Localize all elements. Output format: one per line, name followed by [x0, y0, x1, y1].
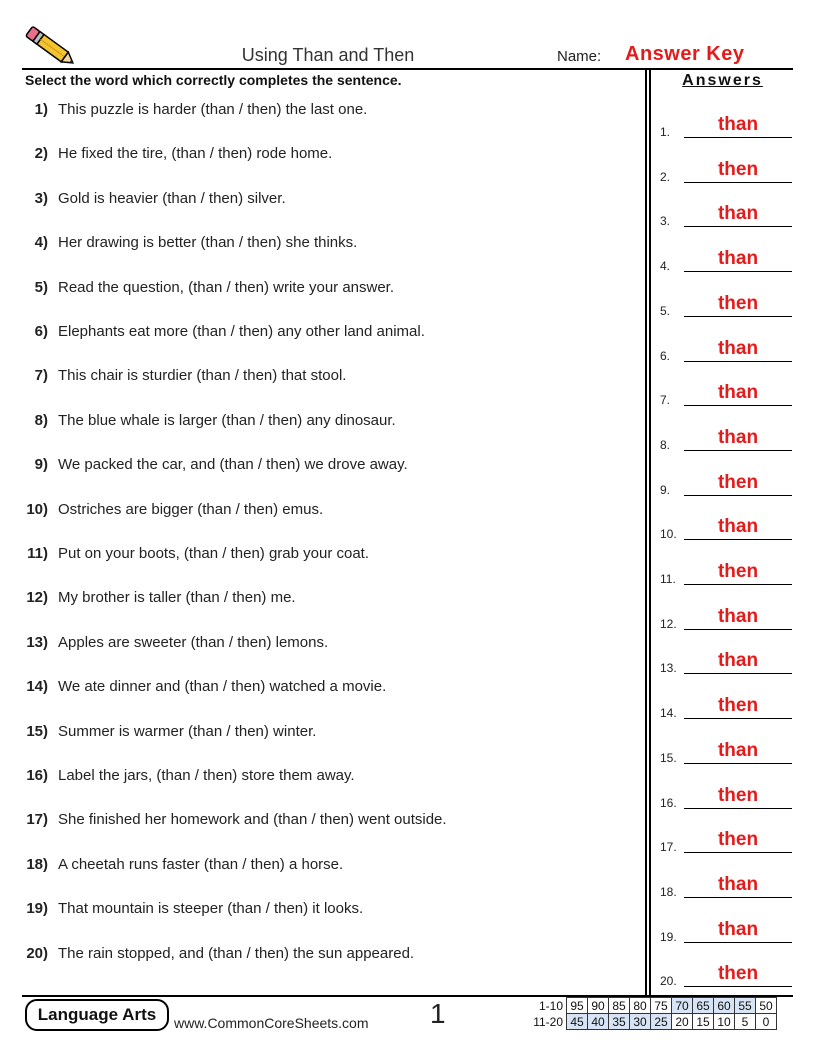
- question-number: 3): [34, 189, 48, 207]
- answer-number: 3.: [660, 214, 671, 229]
- answer-item: [660, 690, 795, 720]
- question-text: The blue whale is larger (than / then) any dinosaur.: [58, 411, 396, 429]
- answers-heading: Answers: [682, 72, 763, 89]
- score-row: [527, 998, 777, 1014]
- score-cell: 95: [567, 998, 588, 1014]
- answer-line: [684, 673, 792, 674]
- answer-line: [684, 718, 792, 719]
- answer-key-label: Answer Key: [625, 43, 745, 65]
- answer-number: 17.: [660, 840, 677, 855]
- website-url: www.CommonCoreSheets.com: [174, 1015, 369, 1031]
- answer-line: [684, 137, 792, 138]
- question-text: Her drawing is better (than / then) she thinks.: [58, 234, 358, 252]
- answer-number: 11.: [660, 572, 676, 586]
- question-number: 18): [26, 855, 48, 873]
- answer-item: [660, 198, 795, 228]
- answer-value: than: [717, 426, 759, 448]
- question-text: A cheetah runs faster (than / then) a horse.: [58, 855, 344, 873]
- question-text: We packed the car, and (than / then) we drove away.: [58, 456, 408, 474]
- score-cell: 85: [609, 998, 630, 1014]
- answer-line: [684, 495, 792, 496]
- score-row-label: 1-10: [538, 998, 563, 1013]
- answer-line: [684, 852, 792, 853]
- answer-number: 10.: [660, 527, 677, 542]
- question-text: Gold is heavier (than / then) silver.: [58, 189, 286, 207]
- answer-value: then: [717, 158, 759, 180]
- answer-value: than: [717, 650, 759, 672]
- answer-item: [660, 869, 795, 899]
- worksheet-title: Using Than and Then: [241, 45, 415, 65]
- answer-number: 7.: [660, 393, 671, 408]
- answer-item: [660, 333, 795, 363]
- answer-value: then: [717, 784, 759, 806]
- answer-item: [660, 958, 795, 988]
- answer-number: 14.: [660, 706, 677, 721]
- answer-line: [684, 450, 792, 451]
- question-number: 7): [34, 367, 48, 385]
- answer-value: then: [717, 561, 759, 582]
- score-cell: 90: [588, 998, 609, 1014]
- answer-line: [684, 986, 792, 987]
- page-number: 1: [430, 998, 446, 1029]
- score-cell: 5: [735, 1014, 756, 1030]
- score-cell: 75: [651, 998, 672, 1014]
- question-number: 17): [26, 811, 48, 829]
- answer-line: [684, 808, 792, 809]
- answer-value: then: [717, 695, 759, 717]
- question-number: 13): [26, 633, 48, 651]
- answer-number: 1.: [660, 125, 671, 139]
- answer-line: [684, 316, 792, 317]
- column-divider: [645, 68, 647, 995]
- answer-number: 15.: [660, 750, 677, 765]
- question-text: This puzzle is harder (than / then) the last one.: [58, 101, 368, 118]
- answer-item: [660, 422, 795, 452]
- answer-line: [684, 539, 792, 540]
- score-cell: 60: [714, 998, 735, 1014]
- name-label: Name:: [557, 48, 602, 65]
- question-number: 10): [26, 500, 48, 518]
- question-number: 8): [34, 411, 48, 429]
- score-cell: 30: [630, 1014, 651, 1030]
- score-cell: 20: [672, 1014, 693, 1030]
- header-divider: [22, 68, 793, 70]
- answer-value: then: [717, 471, 759, 493]
- answer-value: than: [717, 516, 759, 538]
- answer-item: [660, 467, 795, 497]
- question-number: 1): [34, 101, 48, 118]
- answer-value: than: [717, 873, 759, 895]
- score-cell: 50: [756, 998, 777, 1014]
- answer-number: 12.: [660, 616, 677, 631]
- score-row: [527, 1014, 777, 1030]
- score-cell: 70: [672, 998, 693, 1014]
- question-number: 20): [26, 944, 48, 962]
- answer-number: 16.: [660, 795, 677, 810]
- answer-line: [684, 226, 792, 227]
- answer-line: [684, 182, 792, 183]
- question-text: The rain stopped, and (than / then) the sun appeared.: [58, 944, 415, 962]
- answer-value: than: [717, 739, 759, 761]
- question-text: We ate dinner and (than / then) watched a movie.: [58, 678, 387, 696]
- question-text: Summer is warmer (than / then) winter.: [58, 722, 317, 740]
- answer-value: than: [717, 382, 759, 404]
- answer-line: [684, 271, 792, 272]
- question-text: Read the question, (than / then) write your answer.: [58, 278, 395, 296]
- instructions: Select the word which correctly completes the sentence.: [25, 72, 402, 88]
- question-number: 19): [26, 900, 48, 918]
- answer-line: [684, 361, 792, 362]
- answer-number: 13.: [660, 661, 677, 676]
- answer-number: 4.: [660, 259, 671, 274]
- question-number: 4): [34, 234, 48, 252]
- score-cell: 0: [756, 1014, 777, 1030]
- question-text: He fixed the tire, (than / then) rode home.: [58, 145, 333, 163]
- score-cell: 25: [651, 1014, 672, 1030]
- answer-line: [684, 584, 792, 585]
- answer-number: 6.: [660, 348, 671, 363]
- score-cell: 10: [714, 1014, 735, 1030]
- answer-number: 5.: [660, 303, 671, 318]
- answer-value: then: [717, 963, 759, 985]
- question-number: 2): [34, 145, 48, 163]
- score-cell: 55: [735, 998, 756, 1014]
- answer-item: [660, 154, 795, 184]
- answer-item: [660, 556, 795, 586]
- subject-badge: Language Arts: [25, 999, 169, 1031]
- score-cell: 15: [693, 1014, 714, 1030]
- answer-value: than: [717, 918, 759, 940]
- question-text: That mountain is steeper (than / then) it looks.: [58, 900, 364, 918]
- answer-line: [684, 763, 792, 764]
- question-text: Label the jars, (than / then) store them away.: [58, 767, 355, 784]
- answer-line: [684, 629, 792, 630]
- answer-value: than: [717, 248, 759, 270]
- score-cell: 80: [630, 998, 651, 1014]
- column-divider: [649, 68, 651, 995]
- answer-number: 19.: [660, 929, 677, 944]
- question-text: My brother is taller (than / then) me.: [58, 589, 296, 607]
- answer-item: [660, 288, 795, 318]
- question-number: 9): [34, 456, 48, 474]
- answer-item: [660, 780, 795, 810]
- answer-number: 2.: [660, 169, 671, 184]
- score-cell: 45: [567, 1014, 588, 1030]
- question-number: 14): [26, 678, 48, 696]
- score-cell: 35: [609, 1014, 630, 1030]
- answer-item: [660, 601, 795, 631]
- question-number: 15): [26, 722, 48, 740]
- question-text: Apples are sweeter (than / then) lemons.: [58, 633, 329, 651]
- question-number: 6): [34, 323, 48, 340]
- answer-line: [684, 942, 792, 943]
- answer-item: [660, 914, 795, 944]
- answer-value: then: [717, 292, 759, 314]
- question-text: Ostriches are bigger (than / then) emus.: [58, 500, 324, 518]
- question-text: She finished her homework and (than / then) went outside.: [58, 811, 447, 829]
- answer-line: [684, 405, 792, 406]
- score-cell: 40: [588, 1014, 609, 1030]
- question-text: This chair is sturdier (than / then) that stool.: [58, 367, 347, 385]
- question-text: Put on your boots, (than / then) grab your coat.: [58, 545, 370, 562]
- answer-value: than: [717, 203, 759, 225]
- answer-value: than: [717, 605, 759, 627]
- question-number: 12): [26, 589, 48, 607]
- answer-number: 18.: [660, 884, 677, 899]
- question-number: 5): [34, 278, 48, 296]
- answer-item: [660, 824, 795, 854]
- score-row-label: 11-20: [533, 1014, 563, 1029]
- answer-item: [660, 645, 795, 675]
- answer-number: 9.: [660, 482, 671, 497]
- answer-value: than: [717, 337, 759, 359]
- answer-value: then: [717, 829, 759, 851]
- answer-number: 8.: [660, 437, 671, 452]
- answer-value: than: [717, 114, 759, 135]
- answer-item: [660, 377, 795, 407]
- question-number: 16): [26, 767, 48, 784]
- score-cell: 65: [693, 998, 714, 1014]
- answer-item: [660, 735, 795, 765]
- answer-line: [684, 897, 792, 898]
- answer-item: [660, 109, 795, 139]
- question-text: Elephants eat more (than / then) any other land animal.: [58, 323, 425, 340]
- answer-number: 20.: [660, 974, 677, 989]
- score-table: [527, 997, 777, 1030]
- answer-item: [660, 243, 795, 273]
- question-number: 11): [27, 545, 48, 562]
- answer-item: [660, 511, 795, 541]
